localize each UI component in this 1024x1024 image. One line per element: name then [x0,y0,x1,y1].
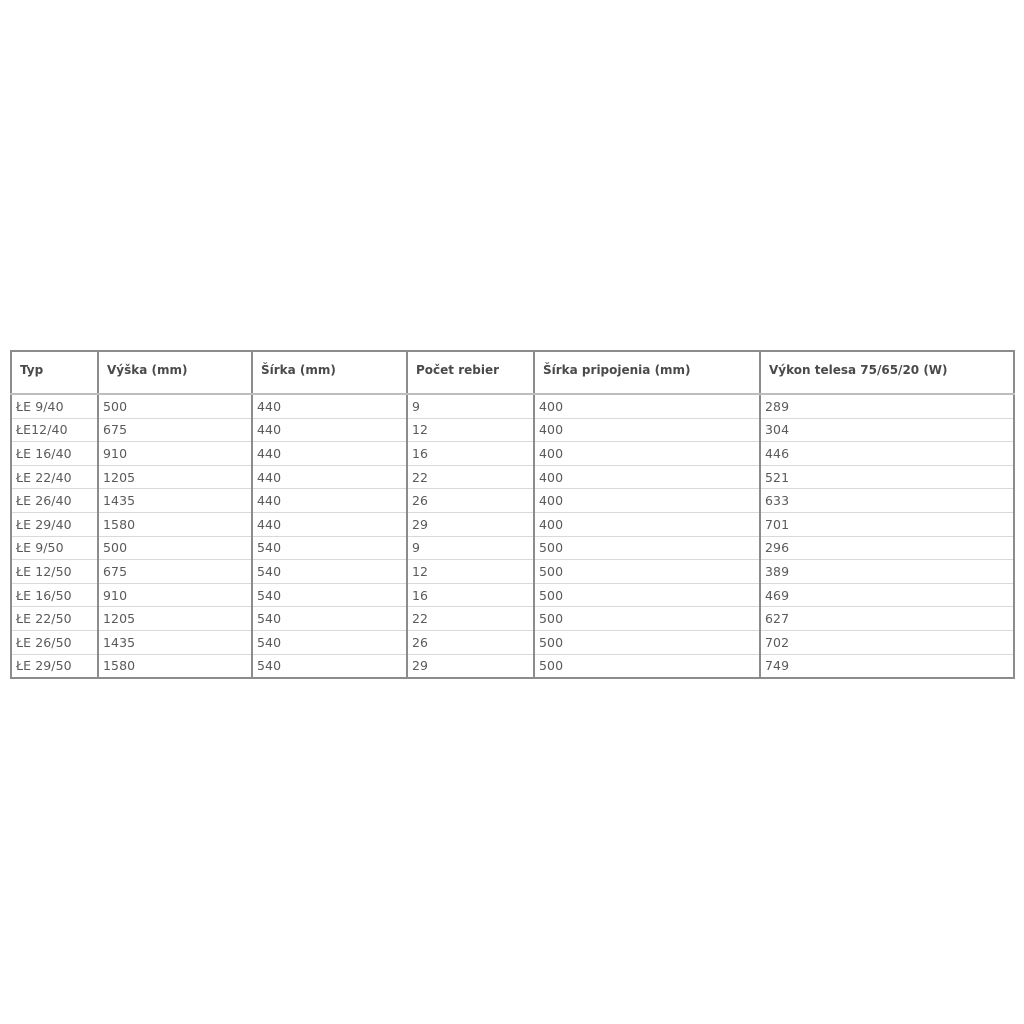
cell-typ: ŁE 9/50 [11,536,98,560]
table-row [11,560,1014,584]
cell-pocet-rebier: 9 [407,394,534,418]
table-row [11,583,1014,607]
cell-sirka: 540 [252,560,407,584]
table-row [11,607,1014,631]
cell-sirka: 540 [252,536,407,560]
header-vykon-telesa: Výkon telesa 75/65/20 (W) [760,351,1014,394]
table-row [11,489,1014,513]
cell-pocet-rebier: 12 [407,418,534,442]
cell-pocet-rebier: 9 [407,536,534,560]
cell-vykon-telesa: 749 [760,654,1014,678]
cell-vyska: 1205 [98,607,252,631]
cell-sirka-pripojenia: 400 [534,465,760,489]
cell-sirka: 440 [252,394,407,418]
cell-sirka-pripojenia: 500 [534,583,760,607]
table-row [11,536,1014,560]
cell-typ: ŁE 29/40 [11,512,98,536]
cell-vyska: 500 [98,536,252,560]
cell-sirka: 440 [252,512,407,536]
cell-typ: ŁE 9/40 [11,394,98,418]
table-body [11,394,1014,678]
table-row [11,418,1014,442]
cell-pocet-rebier: 16 [407,442,534,466]
cell-sirka-pripojenia: 500 [534,536,760,560]
cell-typ: ŁE 29/50 [11,654,98,678]
table-row [11,394,1014,418]
cell-sirka-pripojenia: 400 [534,512,760,536]
cell-typ: ŁE 12/50 [11,560,98,584]
cell-sirka-pripojenia: 400 [534,418,760,442]
cell-vykon-telesa: 633 [760,489,1014,513]
cell-sirka: 440 [252,465,407,489]
header-vyska: Výška (mm) [98,351,252,394]
cell-vyska: 500 [98,394,252,418]
radiator-spec-table [10,350,1015,679]
cell-sirka-pripojenia: 400 [534,489,760,513]
cell-vykon-telesa: 521 [760,465,1014,489]
cell-typ: ŁE 26/50 [11,630,98,654]
cell-vykon-telesa: 296 [760,536,1014,560]
header-sirka-pripojenia: Šírka pripojenia (mm) [534,351,760,394]
cell-pocet-rebier: 29 [407,654,534,678]
table-row [11,465,1014,489]
table-row [11,442,1014,466]
cell-sirka: 540 [252,607,407,631]
header-sirka: Šírka (mm) [252,351,407,394]
cell-vykon-telesa: 469 [760,583,1014,607]
cell-sirka: 540 [252,630,407,654]
cell-vykon-telesa: 304 [760,418,1014,442]
cell-vyska: 910 [98,442,252,466]
table-row [11,654,1014,678]
cell-pocet-rebier: 26 [407,489,534,513]
cell-vyska: 1580 [98,512,252,536]
cell-typ: ŁE12/40 [11,418,98,442]
table-header-row [11,351,1014,394]
cell-vykon-telesa: 701 [760,512,1014,536]
cell-pocet-rebier: 29 [407,512,534,536]
cell-vykon-telesa: 289 [760,394,1014,418]
cell-vyska: 675 [98,418,252,442]
cell-typ: ŁE 16/50 [11,583,98,607]
cell-typ: ŁE 26/40 [11,489,98,513]
cell-pocet-rebier: 22 [407,607,534,631]
table-row [11,630,1014,654]
cell-sirka: 440 [252,442,407,466]
cell-vyska: 1205 [98,465,252,489]
cell-vykon-telesa: 389 [760,560,1014,584]
cell-typ: ŁE 22/50 [11,607,98,631]
cell-sirka-pripojenia: 400 [534,442,760,466]
table-row [11,512,1014,536]
cell-sirka-pripojenia: 500 [534,630,760,654]
cell-vyska: 675 [98,560,252,584]
cell-sirka-pripojenia: 500 [534,560,760,584]
cell-sirka: 440 [252,489,407,513]
cell-vykon-telesa: 702 [760,630,1014,654]
cell-sirka: 540 [252,654,407,678]
cell-vyska: 910 [98,583,252,607]
cell-pocet-rebier: 16 [407,583,534,607]
cell-pocet-rebier: 26 [407,630,534,654]
cell-pocet-rebier: 12 [407,560,534,584]
cell-vyska: 1435 [98,489,252,513]
cell-vyska: 1435 [98,630,252,654]
cell-typ: ŁE 22/40 [11,465,98,489]
header-typ: Typ [11,351,98,394]
cell-vykon-telesa: 627 [760,607,1014,631]
cell-sirka: 540 [252,583,407,607]
cell-typ: ŁE 16/40 [11,442,98,466]
cell-sirka-pripojenia: 500 [534,607,760,631]
cell-pocet-rebier: 22 [407,465,534,489]
cell-vyska: 1580 [98,654,252,678]
cell-sirka-pripojenia: 400 [534,394,760,418]
cell-sirka-pripojenia: 500 [534,654,760,678]
header-pocet-rebier: Počet rebier [407,351,534,394]
cell-vykon-telesa: 446 [760,442,1014,466]
cell-sirka: 440 [252,418,407,442]
